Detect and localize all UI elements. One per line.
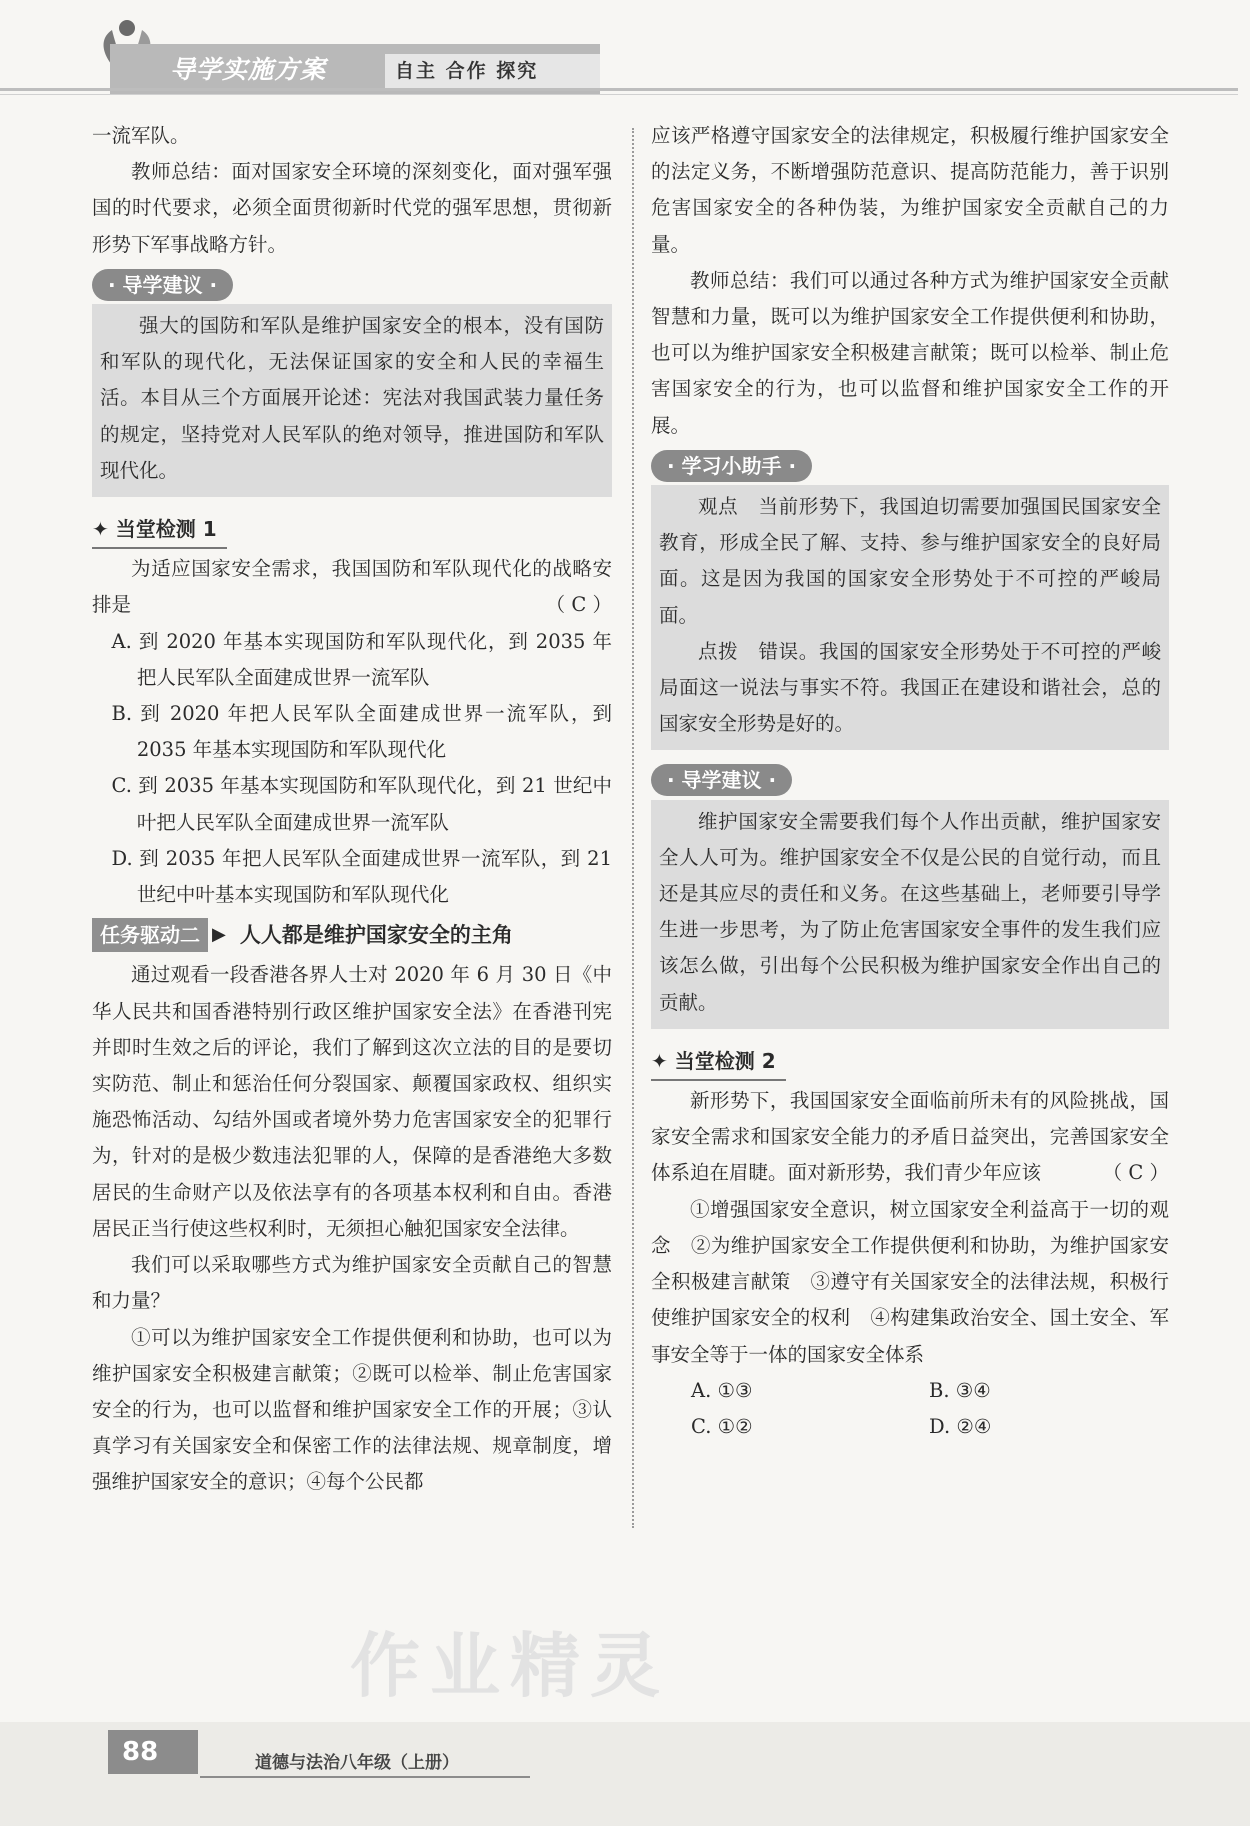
option-d: D. 到 2035 年把人民军队全面建成世界一流军队，到 21 世纪中叶基本实现国防和军队现代化 xyxy=(111,846,612,907)
header-subtitle: 自主 合作 探究 xyxy=(385,54,600,88)
option-c: C. 到 2035 年基本实现国防和军队现代化，到 21 世纪中叶把人民军队全面建成世界一流军队 xyxy=(111,774,612,834)
check-label: ✦ 当堂检测 1 xyxy=(92,511,227,549)
guide-box xyxy=(92,304,612,497)
question-text: 为适应国家安全需求，我国国防和军队现代化的战略安排是 xyxy=(92,557,612,617)
check-label: ✦ 当堂检测 2 xyxy=(651,1043,786,1081)
guide-text: 维护国家安全需要我们每个人作出贡献，维护国家安全人人可为。维护国家安全不仅是公民的自觉行动，而且还是其应尽的责任和义务。在这些基础上，老师要引导学生进一步思考，为了防止危害国家安全事件的发生我们应该怎么做，引出每个公民积极为维护国家安全作出自己的贡献。 xyxy=(659,809,1161,1014)
check-statements: ①增强国家安全意识，树立国家安全利益高于一切的观念 ②为维护国家安全工作提供便利和协助，为维护国家安全积极建言献策 ③遵守有关国家安全的法律法规，积极行使维护国家安全的权利 ④构建集政治安全、国土安全、军事安全等于一体的国家安全体系 xyxy=(651,1197,1169,1366)
paragraph: 应该严格遵守国家安全的法律规定，积极履行维护国家安全的法定义务，不断增强防范意识、提高防范能力，善于识别危害国家安全的各种伪装，为维护国家安全贡献自己的力量。 xyxy=(651,124,1169,256)
header-rule xyxy=(0,88,1238,91)
task-title: 人人都是维护国家安全的主角 xyxy=(239,923,513,948)
header-rule-thin xyxy=(0,94,1238,95)
right-column xyxy=(651,118,1169,1445)
footer-rule xyxy=(200,1776,530,1778)
paragraph: ①可以为维护国家安全工作提供便利和协助，也可以为维护国家安全积极建言献策；②既可以检举、制止危害国家安全的行为，也可以监督和维护国家安全工作的开展；③认真学习有关国家安全和保密工作的法律法规、规章制度，增强维护国家安全的意识；④每个公民都 xyxy=(92,1325,612,1494)
guide-tag: · 导学建议 · xyxy=(651,764,792,796)
check-question xyxy=(651,1083,1169,1192)
option-b: B. ③④ xyxy=(929,1378,991,1402)
guide-box xyxy=(651,800,1169,1029)
header-title: 导学实施方案 xyxy=(170,55,327,84)
column-divider xyxy=(632,128,634,1528)
helper-box xyxy=(651,485,1169,750)
book-title: 道德与法治八年级（上册） xyxy=(255,1753,459,1773)
answer: （ C ） xyxy=(545,593,612,617)
page-number: 88 xyxy=(108,1730,198,1774)
page-header xyxy=(0,0,1250,110)
answer: （ C ） xyxy=(1102,1161,1169,1185)
option-a: A. 到 2020 年基本实现国防和军队现代化，到 2035 年把人民军队全面建成世界一流军队 xyxy=(111,629,612,689)
helper-view: 观点 当前形势下，我国迫切需要加强国民国家安全教育，形成全民了解、支持、参与维护国家安全的良好局面。这是因为我国的国家安全形势处于不可控的严峻局面。 xyxy=(659,495,1161,627)
check-question xyxy=(92,551,612,623)
task-heading xyxy=(92,917,612,953)
paragraph: 一流军队。 xyxy=(92,124,190,147)
helper-tag: · 学习小助手 · xyxy=(651,450,812,482)
helper-hint: 点拨 错误。我国的国家安全形势处于不可控的严峻局面这一说法与事实不符。我国正在建设和谐社会，总的国家安全形势是好的。 xyxy=(659,639,1161,736)
guide-text: 强大的国防和军队是维护国家安全的根本，没有国防和军队的现代化，无法保证国家的安全和人民的幸福生活。本目从三个方面展开论述：宪法对我国武装力量任务的规定，坚持党对人民军队的绝对领导，推进国防和军队现代化。 xyxy=(100,314,604,482)
paragraph: 我们可以采取哪些方式为维护国家安全贡献自己的智慧和力量？ xyxy=(92,1253,612,1313)
teacher-summary: 教师总结：面对国家安全环境的深刻变化，面对强军强国的时代要求，必须全面贯彻新时代党的强军思想，贯彻新形势下军事战略方针。 xyxy=(92,160,612,256)
question-text: 新形势下，我国国家安全面临前所未有的风险挑战，国家安全需求和国家安全能力的矛盾日益突出，完善国家安全体系迫在眉睫。面对新形势，我们青少年应该 xyxy=(651,1089,1169,1185)
option-d: D. ②④ xyxy=(929,1414,992,1438)
option-row xyxy=(651,1373,1169,1409)
play-arrow-icon: ▶ xyxy=(212,924,226,946)
option-c: C. ①② xyxy=(691,1414,753,1438)
check-label-text: 当堂检测 1 xyxy=(115,517,217,542)
guide-tag: · 导学建议 · xyxy=(92,269,233,301)
option-a: A. ①③ xyxy=(691,1378,753,1402)
option-b: B. 到 2020 年把人民军队全面建成世界一流军队，到 2035 年基本实现国防和军队现代化 xyxy=(111,702,612,762)
paragraph: 通过观看一段香港各界人士对 2020 年 6 月 30 日《中华人民共和国香港特别行政区维护国家安全法》在香港刊宪并即时生效之后的评论，我们了解到这次立法的目的是要切实防范、制止和惩治任何分裂国家、颠覆国家政权、组织实施恐怖活动、勾结外国或者境外势力危害国家安全的犯罪行为，针对的是极少数违法犯罪的人，保障的是香港绝大多数居民的生命财产以及依法享有的各项基本权利和自由。香港居民正当行使这些权利时，无须担心触犯国家安全法律。 xyxy=(92,963,612,1240)
left-column xyxy=(92,118,612,1501)
watermark: 作业精灵 xyxy=(350,1625,670,1707)
task-badge: 任务驱动二 xyxy=(92,918,208,952)
check-label-text: 当堂检测 2 xyxy=(674,1048,776,1073)
teacher-summary: 教师总结：我们可以通过各种方式为维护国家安全贡献智慧和力量，既可以为维护国家安全工作提供便利和协助，也可以为维护国家安全积极建言献策；既可以检举、制止危害国家安全的行为，也可以监督和维护国家安全工作的开展。 xyxy=(651,268,1169,437)
option-row xyxy=(651,1409,1169,1445)
